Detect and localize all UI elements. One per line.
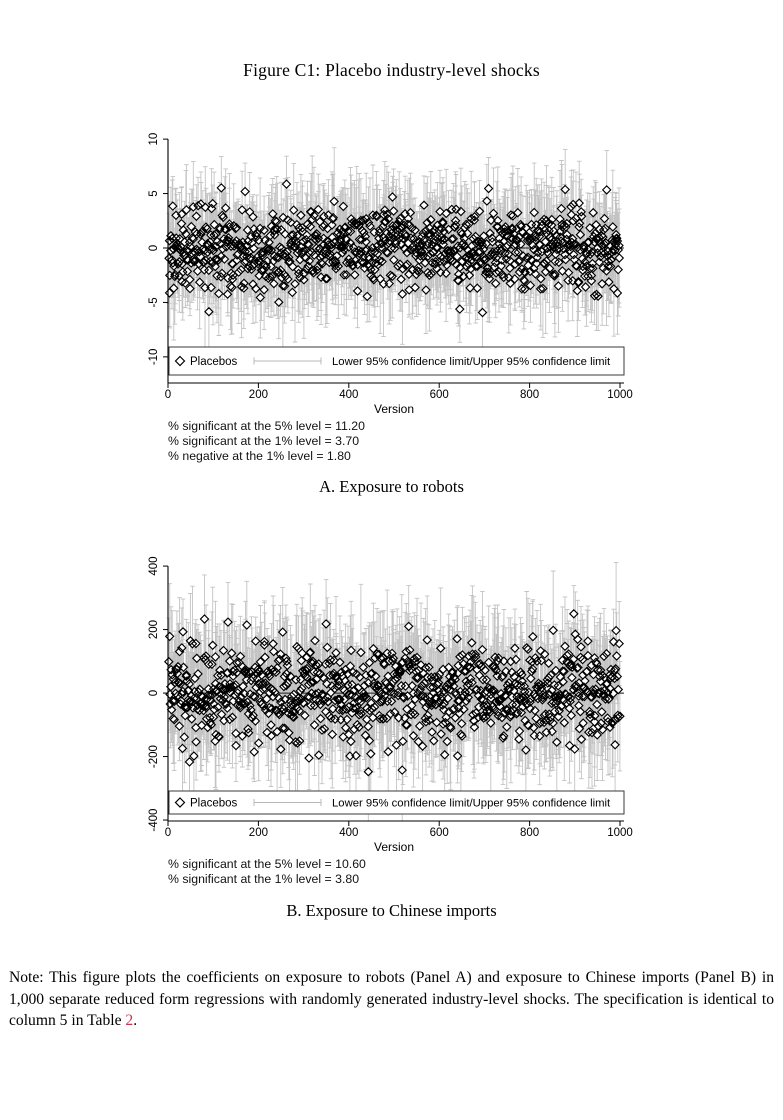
- figure-title: Figure C1: Placebo industry-level shocks: [243, 60, 540, 80]
- x-tick-label: 400: [339, 827, 359, 840]
- x-tick-label: 200: [248, 827, 268, 840]
- x-tick-label: 800: [520, 827, 540, 840]
- x-axis-title: Version: [373, 402, 415, 416]
- panel-a-stats: [128, 419, 648, 463]
- panel-a-chart: [128, 105, 648, 419]
- y-tick-label: -5: [148, 297, 161, 308]
- stat-line: % significant at the 1% level = 3.80: [168, 872, 360, 887]
- chart-legend: [169, 347, 624, 375]
- panel-b-stats: [128, 857, 648, 887]
- y-tick-label: 400: [148, 556, 161, 577]
- stat-line: % significant at the 5% level = 11.20: [168, 419, 365, 433]
- x-tick-label: 0: [164, 827, 172, 840]
- y-tick-label: 10: [148, 132, 161, 146]
- x-tick-label: 1000: [607, 827, 633, 840]
- panel-b-caption: B. Exposure to Chinese imports: [286, 900, 497, 920]
- table-2-link[interactable]: 2: [125, 1012, 134, 1030]
- panel-b: [128, 533, 648, 887]
- stat-line: % significant at the 1% level = 3.70: [168, 433, 360, 448]
- legend-placebos-label: Placebos: [190, 356, 238, 368]
- y-tick-label: -400: [148, 808, 161, 832]
- y-tick-label: -10: [148, 348, 161, 366]
- x-tick-label: 1000: [607, 389, 633, 401]
- panel-b-chart: [128, 533, 648, 857]
- stat-line: % negative at the 1% level = 1.80: [168, 448, 351, 463]
- legend-ci-label: Lower 95% confidence limit/Upper 95% confidence limit: [332, 797, 611, 810]
- figure-note: [9, 967, 774, 1032]
- y-tick-label: 5: [148, 190, 161, 197]
- legend-ci-label: Lower 95% confidence limit/Upper 95% confidence limit: [332, 356, 611, 368]
- note-period: .: [133, 1012, 138, 1030]
- note-text: Note: This figure plots the coefficients on exposure to robots (Panel A) and exposure to Chinese imports (Panel B) in 1,000 separate reduced form regressions with randomly generated industry-level shocks. The specification is identical to column 5 in Table: [9, 968, 774, 1030]
- x-tick-label: 600: [429, 827, 449, 840]
- y-tick-label: 0: [148, 244, 161, 252]
- legend-placebos-label: Placebos: [190, 797, 238, 810]
- y-tick-label: -200: [148, 745, 161, 769]
- x-tick-label: 400: [339, 389, 359, 401]
- chart-legend: [169, 791, 624, 814]
- x-tick-label: 800: [520, 389, 540, 401]
- panel-a: [128, 105, 648, 463]
- stat-line: % significant at the 5% level = 10.60: [168, 857, 366, 872]
- y-tick-label: 0: [148, 690, 161, 697]
- x-axis-title: Version: [373, 840, 415, 855]
- figure-page: [0, 60, 783, 1032]
- x-tick-label: 200: [248, 389, 268, 401]
- panel-a-caption: A. Exposure to robots: [319, 477, 464, 497]
- x-tick-label: 0: [164, 389, 172, 401]
- y-tick-label: 200: [148, 620, 161, 640]
- x-tick-label: 600: [429, 389, 449, 401]
